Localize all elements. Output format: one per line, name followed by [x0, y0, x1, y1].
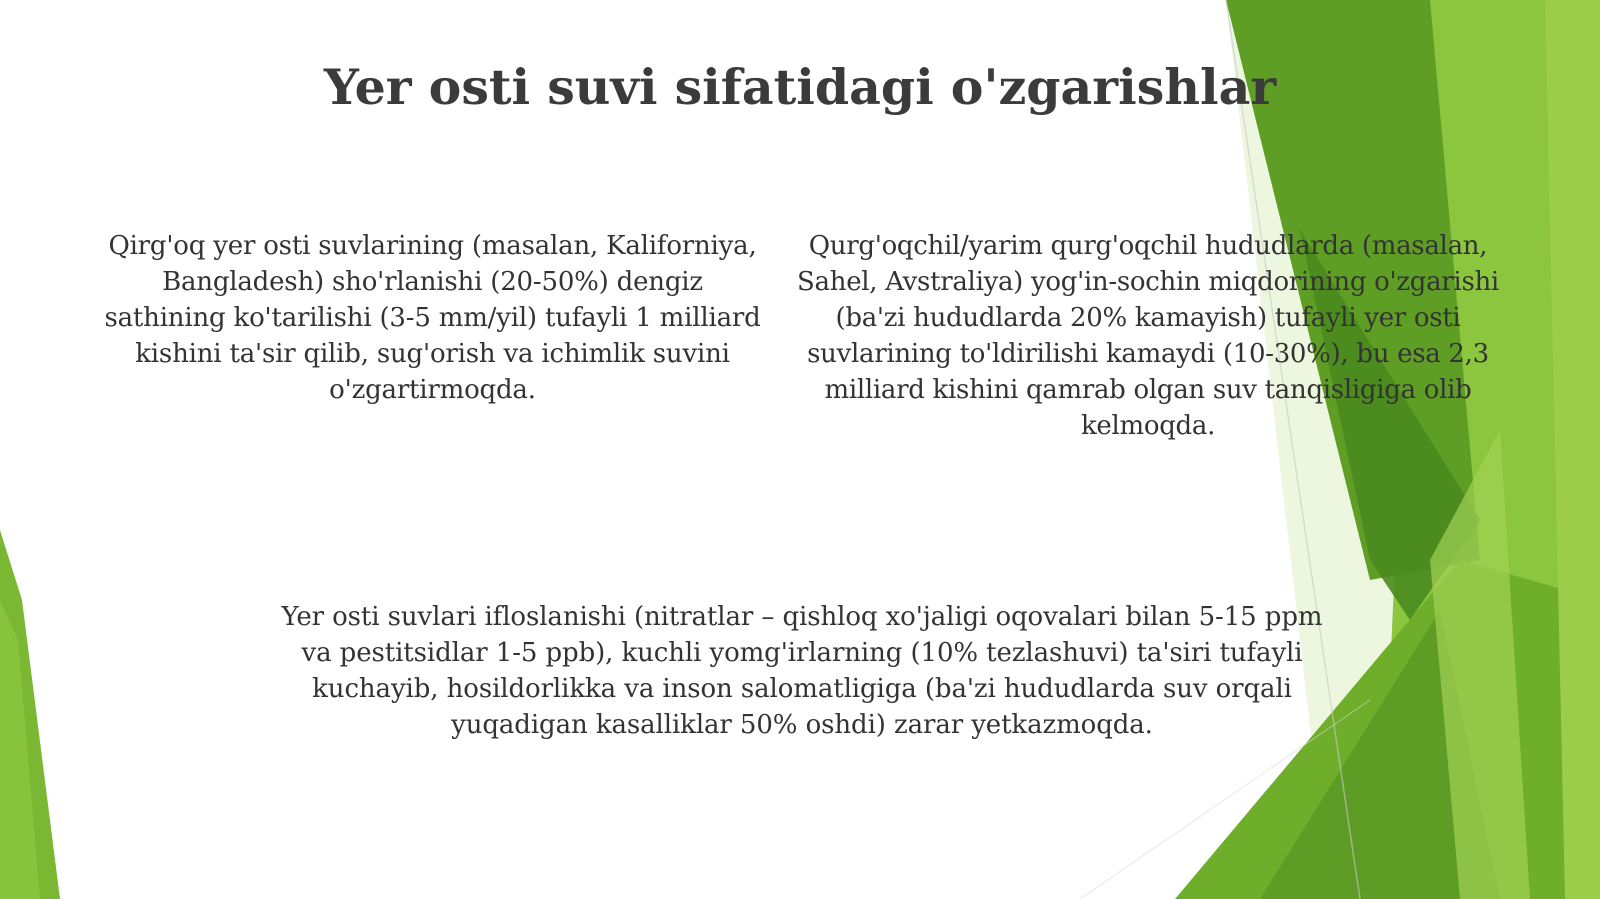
paragraph-bottom: Yer osti suvlari ifloslanishi (nitratlar – qishloq xo'jaligi oqovalari bilan 5-15 ppm va pestitsidlar 1-5 ppb), kuchli yomg'irlarning (10% tezlashuvi) ta'siri tufayli kuchayib, hosildorlikka va inson salomatligiga (ba'zi hududlarda suv orqali yuqadigan kasalliklar 50% oshdi) zarar yetkazmoqda. [281, 602, 1323, 740]
paragraph-left: Qirg'oq yer osti suvlarining (masalan, Kaliforniya, Bangladesh) sho'rlanishi (20-50%) dengiz sathining ko'tarilishi (3-5 mm/yil) tufayli 1 milliard kishini ta'sir qilib, sug'orish va ichimlik suvini o'zgartirmoqda. [104, 231, 761, 405]
slide-title: Yer osti suvi sifatidagi o'zgarishlar [323, 58, 1277, 116]
paragraph-right: Qurg'oqchil/yarim qurg'oqchil hududlarda (masalan, Sahel, Avstraliya) yog'in-sochin miqdorining o'zgarishi (ba'zi hududlarda 20% kamayish) tufayli yer osti suvlarining to'ldirilishi kamaydi (10-30%), bu esa 2,3 milliard kishini qamrab olgan suv tanqisligiga olib kelmoqda. [797, 231, 1499, 441]
